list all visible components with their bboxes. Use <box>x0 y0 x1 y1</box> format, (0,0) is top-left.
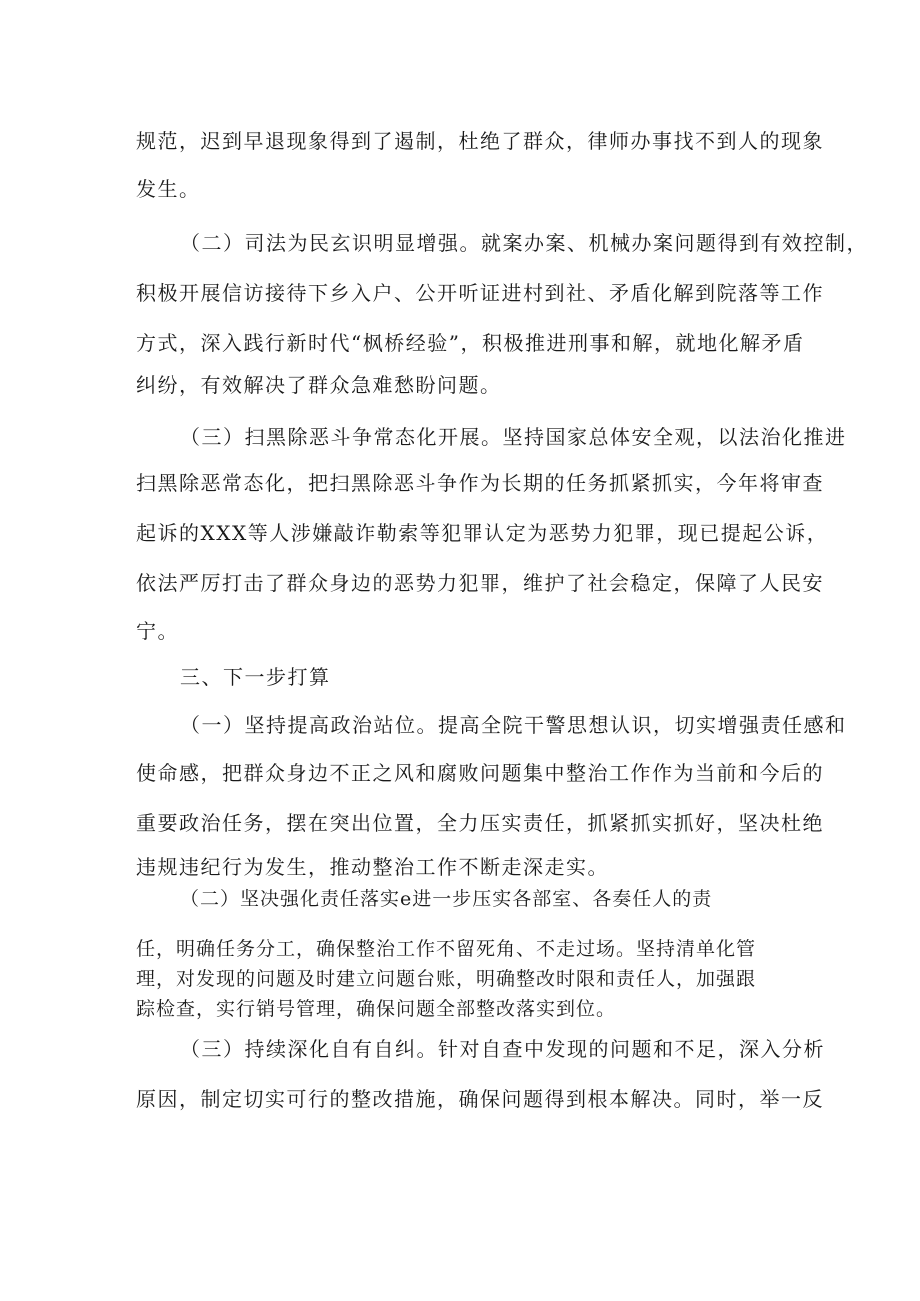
paragraph-heading-line: （一）坚持提高政治站位。提高全院干警思想认识，切实增强责任感和 <box>180 713 847 737</box>
paragraph-heading-line: （二）司法为民玄识明显增强。就案办案、机械办案问题得到有效控制， <box>180 231 868 255</box>
text-line: 原因，制定切实可行的整改措施，确保问题得到根本解决。同时，举一反 <box>136 1087 824 1111</box>
text-line: 规范，迟到早退现象得到了遏制，杜绝了群众，律师办事找不到人的现象 <box>136 129 824 153</box>
text-line: 扫黑除恶常态化，把扫黑除恶斗争作为长期的任务抓紧抓实，今年将审查 <box>136 471 824 495</box>
text-line: 理，对发现的问题及时建立问题台账，明确整改时限和责任人，加强跟 <box>136 968 757 990</box>
paragraph-heading-line: （三）扫黑除恶斗争常态化开展。坚持国家总体安全观，以法治化推进 <box>180 425 847 449</box>
text-line: 宁。 <box>136 619 179 643</box>
text-line: 方式，深入践行新时代“枫桥经验”，积极推进刑事和解，就地化解矛盾 <box>136 331 805 355</box>
text-line: 依法严厉打击了群众身边的恶势力犯罪，维护了社会稳定，保障了人民安 <box>136 571 824 595</box>
section-heading: 三、下一步打算 <box>180 665 331 689</box>
text-line: 重要政治任务，摆在突出位置，全力压实责任，抓紧抓实抓好，坚决杜绝 <box>136 811 824 835</box>
text-line: 使命感，把群众身边不正之风和腐败问题集中整治工作作为当前和今后的 <box>136 761 824 785</box>
paragraph-heading-line: （三）持续深化自有自纠。针对自查中发现的问题和不足，深入分析 <box>180 1037 825 1061</box>
text-line: 违规违纪行为发生，推动整治工作不断走深走实。 <box>136 855 609 879</box>
text-line: 发生。 <box>136 177 201 201</box>
paragraph-heading-line: （二）坚决强化责任落实e进一步压实各部室、各奏任人的责 <box>180 888 713 910</box>
text-line: 积极开展信访接待下乡入户、公开听证进村到社、矛盾化解到院落等工作 <box>136 281 824 305</box>
text-line: 纠纷，有效解决了群众急难愁盼问题。 <box>136 373 502 397</box>
text-line: 起诉的XXX等人涉嫌敲诈勒索等犯罪认定为恶势力犯罪，现已提起公诉， <box>136 521 829 545</box>
text-line: 任，明确任务分工，确保整治工作不留死角、不走过场。坚持清单化管 <box>136 938 757 960</box>
text-line: 踪检查，实行销号管理，确保问题全部整改落实到位。 <box>136 998 617 1020</box>
